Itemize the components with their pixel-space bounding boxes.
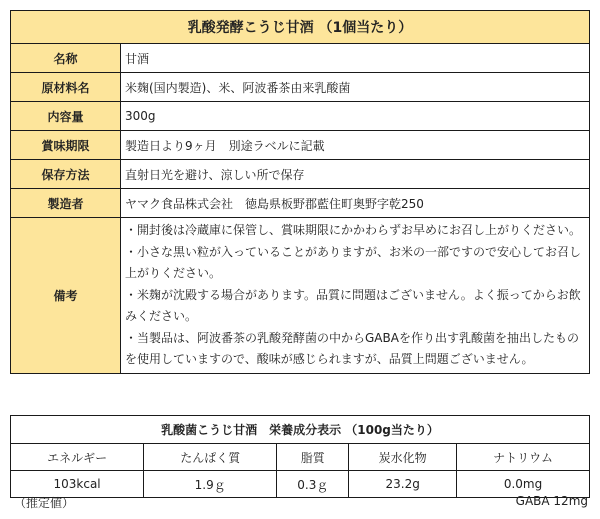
row-value-manufacturer: ヤマク食品株式会社 徳島県板野郡藍住町奥野字乾250 [121,189,590,218]
header-protein: たんぱく質 [144,444,277,471]
table-row [11,73,590,102]
header-sodium: ナトリウム [457,444,590,471]
table-row [11,218,590,374]
row-value-ingredients: 米麹(国内製造)、米、阿波番茶由来乳酸菌 [121,73,590,102]
row-label-manufacturer: 製造者 [11,189,121,218]
row-label-notes: 備考 [11,218,121,374]
note-item: ・開封後は冷蔵庫に保管し、賞味期限にかかわらずお早めにお召し上がりください。 [125,223,582,237]
row-label-name: 名称 [11,44,121,73]
value-fat: 0.3ｇ [277,471,349,498]
header-energy: エネルギー [11,444,144,471]
info-table-title: 乳酸発酵こうじ甘酒 （1個当たり） [11,11,590,44]
nutrition-title: 乳酸菌こうじ甘酒 栄養成分表示 （100g当たり） [11,416,590,444]
row-label-storage: 保存方法 [11,160,121,189]
row-value-best-before: 製造日より9ヶ月 別途ラベルに記載 [121,131,590,160]
product-info-table [10,10,590,374]
row-label-ingredients: 原材料名 [11,73,121,102]
row-value-storage: 直射日光を避け、涼しい所で保存 [121,160,590,189]
notes-cell [121,218,590,374]
row-value-name: 甘酒 [121,44,590,73]
value-protein: 1.9ｇ [144,471,277,498]
estimated-value-note: （推定値） [14,496,75,510]
header-fat: 脂質 [277,444,349,471]
header-carbs: 炭水化物 [349,444,457,471]
nutrition-header-row [11,444,590,471]
table-row [11,102,590,131]
nutrition-table [10,415,590,498]
row-value-volume: 300g [121,102,590,131]
row-label-best-before: 賞味期限 [11,131,121,160]
table-row [11,189,590,218]
note-item: ・小さな黒い粒が入っていることがありますが、お米の一部ですので安心してお召し上がりください。 [125,244,582,280]
nutrition-value-row [11,471,590,498]
value-sodium: 0.0mg [457,471,590,498]
row-label-volume: 内容量 [11,102,121,131]
value-energy: 103kcal [11,471,144,498]
table-row [11,131,590,160]
note-item: ・米麹が沈殿する場合があります。品質に問題はございません。よく振ってからお飲みください。 [125,287,581,323]
table-row [11,160,590,189]
value-carbs: 23.2g [349,471,457,498]
note-item: ・当製品は、阿波番茶の乳酸発酵菌の中からGABAを作り出す乳酸菌を抽出したものを使用していますので、酸味が感じられますが、品質上問題ございません。 [125,330,579,366]
table-row [11,44,590,73]
gaba-content-note: GABA 12mg [515,494,588,508]
